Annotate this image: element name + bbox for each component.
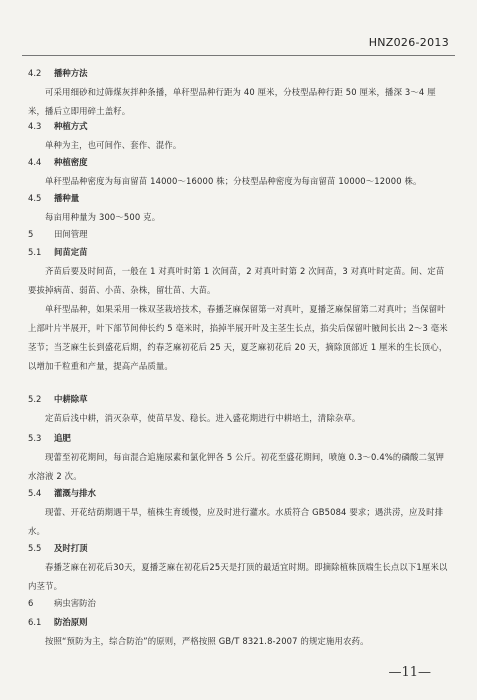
section-title: 防治原则 — [54, 617, 88, 627]
paragraph: 定苗后浅中耕，消灭杂草，使苗早发、稳长。进入盛花期进行中耕培土，清除杂草。 — [45, 413, 361, 423]
section-number: 5.5 — [28, 543, 42, 553]
section-heading — [28, 225, 451, 244]
section-title: 灌溉与排水 — [54, 488, 96, 498]
paragraph: 现蕾、开花结荫期遇干旱，植株生育缓慢，应及时进行灌水。水质符合 GB5084 要求；遇洪涝，应及时排水。 — [28, 507, 444, 536]
paragraph: 可采用细砂和过筛煤灰拌种条播，单秆型品种行距为 40 厘米，分枝型品种行距 50 厘米，播深 3～4 厘米，播后立即用碎土盖籽。 — [28, 87, 436, 116]
document-code: HNZ026-2013 — [368, 36, 449, 49]
section-number: 6 — [28, 598, 34, 608]
paragraph: 每亩用种量为 300～500 克。 — [45, 212, 161, 222]
paragraph: 现蕾至初花期间，每亩混合追施尿素和氯化钾各 5 公斤。初花至盛花期间，喷施 0.3～0.4%的磷酸二氢钾水溶液 2 次。 — [28, 452, 445, 481]
section-number: 4.4 — [28, 157, 42, 167]
section-5 — [28, 225, 451, 244]
section-number: 5.2 — [28, 394, 42, 404]
paragraph: 单秆型品种密度为每亩留苗 14000～16000 株；分枝型品种密度为每亩留苗 10000～12000 株。 — [45, 176, 422, 186]
section-heading — [28, 117, 451, 136]
header-rule — [22, 55, 455, 56]
page-number: —11— — [388, 665, 431, 680]
section-number: 5.4 — [28, 488, 42, 498]
section-title: 追肥 — [54, 433, 71, 443]
section-title: 播种量 — [54, 193, 80, 203]
section-4-4 — [28, 153, 451, 191]
section-heading — [28, 594, 451, 613]
section-title: 病虫害防治 — [54, 598, 96, 608]
section-number: 4.5 — [28, 193, 42, 203]
section-number: 4.2 — [28, 68, 42, 78]
section-heading — [28, 153, 451, 172]
paragraph: 按照“预防为主，综合防治”的原则，严格按照 GB/T 8321.8-2007 的规定施用农药。 — [45, 636, 369, 646]
section-title: 田间管理 — [54, 229, 88, 239]
section-4-2 — [28, 64, 451, 121]
section-4-5 — [28, 189, 451, 227]
section-5-3 — [28, 429, 451, 486]
section-5-4 — [28, 484, 451, 541]
section-number: 6.1 — [28, 617, 42, 627]
section-heading — [28, 539, 451, 558]
paragraph: 单秆型品种，如果采用一株双茎栽培技术，春播芝麻保留第一对真叶，夏播芝麻保留第二对真叶；当保留叶上部叶片半展开，叶下部节间伸长约 5 毫米时，掐掉半展开叶及主茎生长点，掐尖后保留叶腋间长出 2～3 毫米茎节；当芝麻生长到盛花后期，约春芝麻初花后 25 天，夏芝麻初花后 20 天，摘除顶部近 1 厘米的生长顶心，以增加千粒重和产量，提高产品质量。 — [28, 304, 448, 371]
section-title: 种植密度 — [54, 157, 88, 167]
section-title: 及时打顶 — [54, 543, 88, 553]
section-5-2 — [28, 390, 451, 428]
section-title: 间苗定苗 — [54, 247, 88, 257]
section-5-5 — [28, 539, 451, 596]
paragraph: 春播芝麻在初花后30天，夏播芝麻在初花后25天是打顶的最适宜时期。即摘除植株顶端生长点以下1厘米以内茎节。 — [28, 562, 448, 591]
section-heading — [28, 613, 451, 632]
section-heading — [28, 390, 451, 409]
section-heading — [28, 243, 451, 262]
section-number: 5.1 — [28, 247, 42, 257]
section-5-1 — [28, 243, 451, 376]
section-title: 中耕除草 — [54, 394, 88, 404]
section-heading — [28, 189, 451, 208]
section-6-1 — [28, 613, 451, 651]
section-title: 种植方式 — [54, 121, 88, 131]
section-number: 5 — [28, 229, 34, 239]
section-number: 4.3 — [28, 121, 42, 131]
section-heading — [28, 64, 451, 83]
section-6 — [28, 594, 451, 613]
section-4-3 — [28, 117, 451, 155]
section-heading — [28, 484, 451, 503]
section-title: 播种方法 — [54, 68, 88, 78]
section-number: 5.3 — [28, 433, 42, 443]
paragraph: 齐苗后要及时间苗，一般在 1 对真叶时第 1 次间苗，2 对真叶时第 2 次间苗，3 对真叶时定苗。间、定苗要拔掉病苗、弱苗、小苗、杂株，留壮苗、大苗。 — [28, 266, 445, 295]
paragraph: 单种为主，也可间作、套作、混作。 — [45, 140, 182, 150]
section-heading — [28, 429, 451, 448]
